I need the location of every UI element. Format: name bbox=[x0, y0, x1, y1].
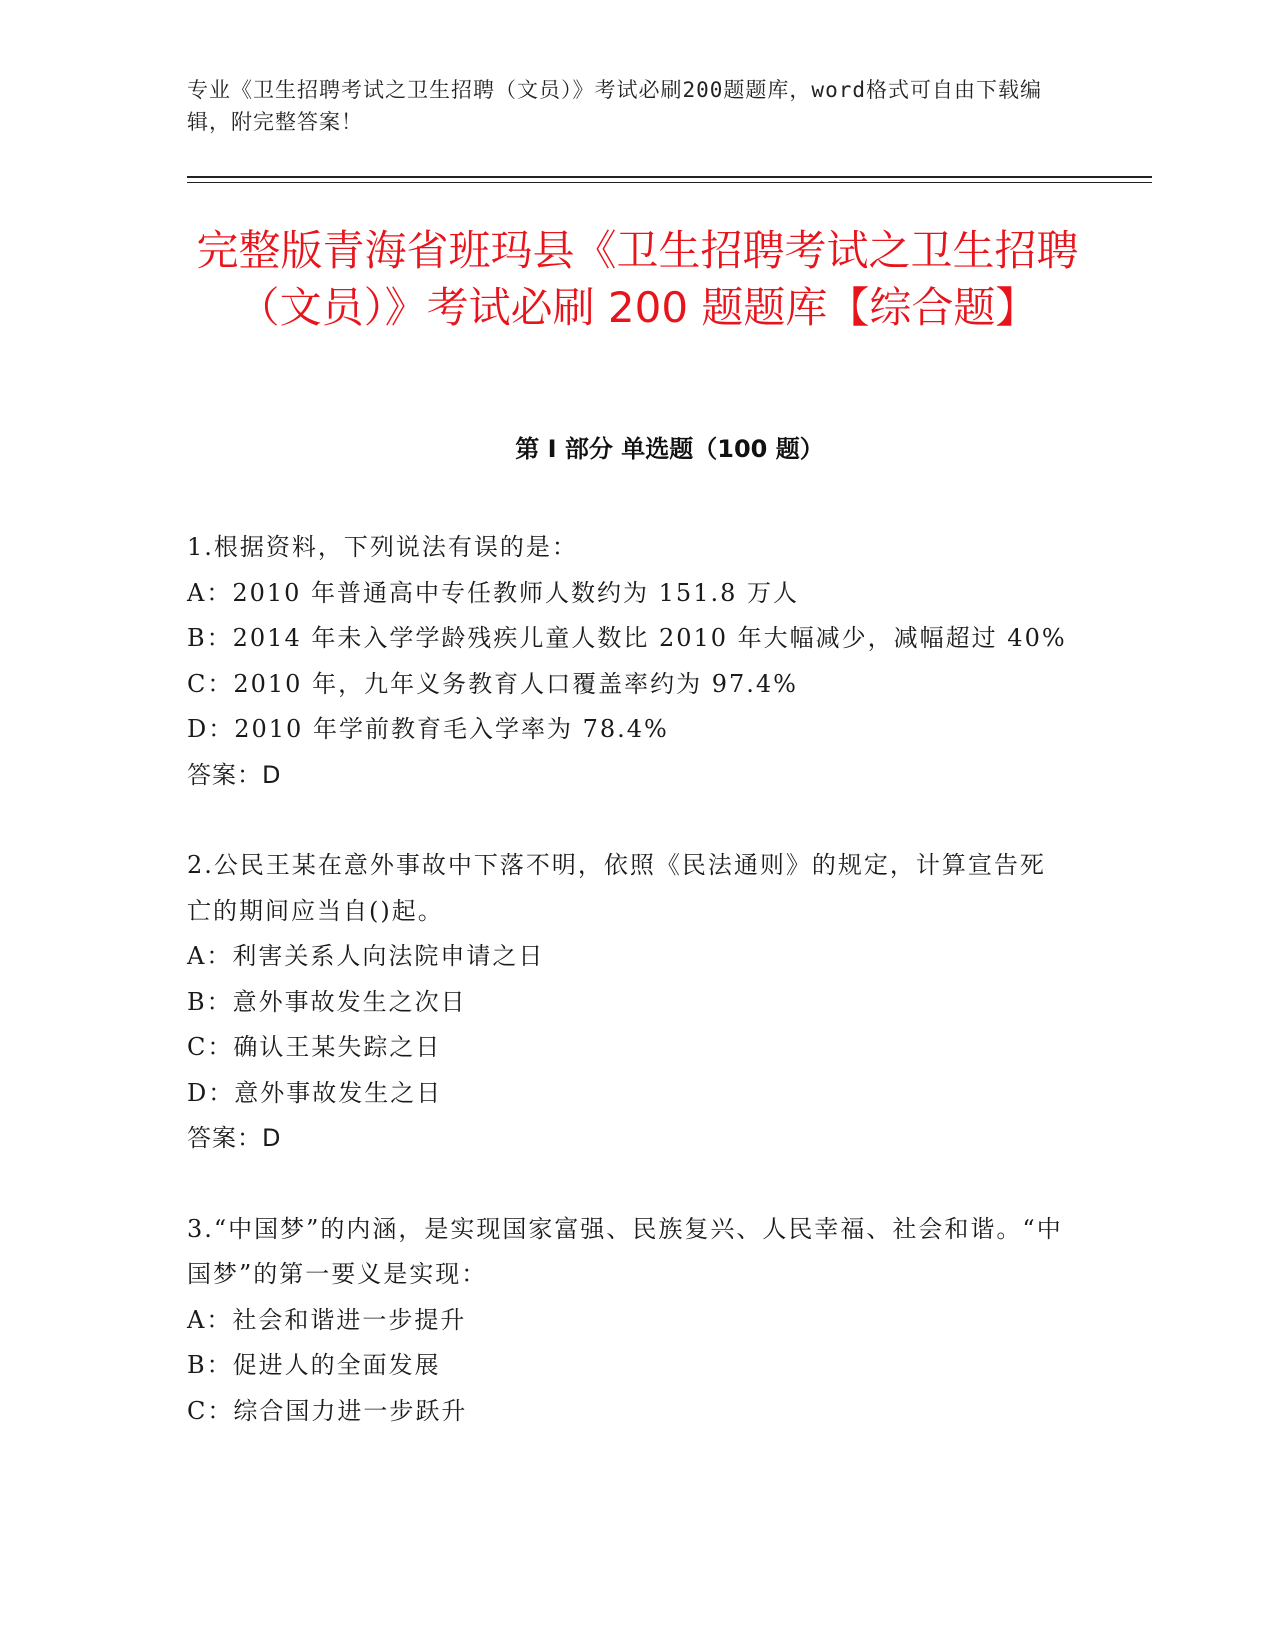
question-2 bbox=[187, 843, 1067, 1162]
question-1 bbox=[187, 525, 1067, 798]
option-c: C：综合国力进一步跃升 bbox=[187, 1396, 468, 1425]
option-a: A：2010 年普通高中专任教师人数约为 151.8 万人 bbox=[187, 578, 800, 607]
header-divider-thin bbox=[187, 182, 1152, 183]
question-stem: 2.公民王某在意外事故中下落不明，依照《民法通则》的规定，计算宣告死亡的期间应当自()起。 bbox=[187, 851, 1046, 925]
header-divider-thick bbox=[187, 176, 1152, 178]
option-a: A：社会和谐进一步提升 bbox=[187, 1305, 467, 1334]
question-stem: 1.根据资料，下列说法有误的是： bbox=[187, 533, 578, 561]
option-b: B：促进人的全面发展 bbox=[187, 1351, 441, 1379]
header-note: 专业《卫生招聘考试之卫生招聘（文员）》考试必刷200题题库，word格式可自由下载编辑，附完整答案！ bbox=[187, 78, 1042, 134]
option-d: D：意外事故发生之日 bbox=[187, 1078, 443, 1107]
answer-label: 答案：D bbox=[187, 1124, 282, 1152]
section-title: 第 I 部分 单选题（100 题） bbox=[515, 435, 824, 463]
question-list bbox=[187, 525, 1067, 1479]
document-title: 完整版青海省班玛县《卫生招聘考试之卫生招聘（文员）》考试必刷 200 题题库【综合题】 bbox=[196, 226, 1079, 332]
option-c: C：确认王某失踪之日 bbox=[187, 1033, 442, 1061]
option-b: B：意外事故发生之次日 bbox=[187, 987, 467, 1016]
question-3 bbox=[187, 1207, 1067, 1435]
option-c: C：2010 年，九年义务教育人口覆盖率约为 97.4% bbox=[187, 669, 798, 698]
answer-label: 答案：D bbox=[187, 760, 282, 789]
option-d: D：2010 年学前教育毛入学率为 78.4% bbox=[187, 715, 669, 743]
question-stem: 3.“中国梦”的内涵，是实现国家富强、民族复兴、人民幸福、社会和谐。“中国梦”的第一要义是实现： bbox=[187, 1214, 1063, 1288]
option-a: A：利害关系人向法院申请之日 bbox=[187, 942, 545, 970]
option-b: B：2014 年未入学学龄残疾儿童人数比 2010 年大幅减少，减幅超过 40% bbox=[187, 624, 1067, 652]
